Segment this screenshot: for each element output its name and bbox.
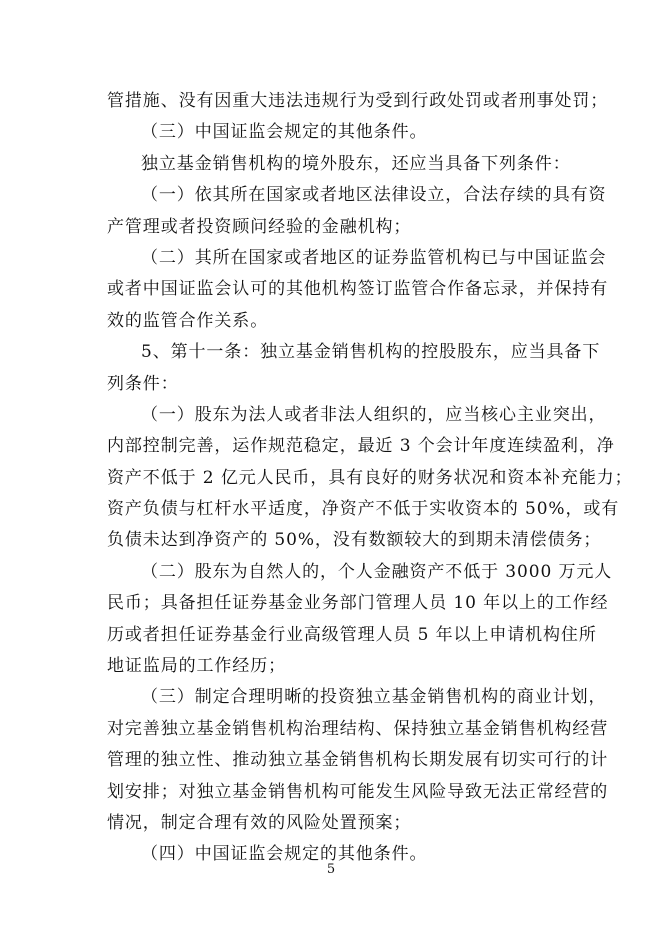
- text-line: 独立基金销售机构的境外股东，还应当具备下列条件：: [141, 153, 571, 174]
- text-line: （四）中国证监会规定的其他条件。: [141, 844, 428, 865]
- text-line: 列条件：: [107, 373, 179, 394]
- body-text: [107, 86, 633, 871]
- text-line: 历或者担任证券基金行业高级管理人员 5 年以上申请机构住所: [107, 624, 597, 645]
- page-number: 5: [326, 862, 336, 877]
- text-line: 划安排；对独立基金销售机构可能发生风险导致无法正常经营的: [107, 781, 609, 802]
- text-line: （三）中国证监会规定的其他条件。: [141, 122, 428, 143]
- text-line: 资产负债与杠杆水平适度，净资产不低于实收资本的 50%，或有: [107, 499, 620, 520]
- text-line: 对完善独立基金销售机构治理结构、保持独立基金销售机构经营: [107, 718, 609, 739]
- text-line: 情况，制定合理有效的风险处置预案；: [107, 812, 412, 833]
- text-line: （一）股东为法人或者非法人组织的，应当核心主业突出，: [141, 404, 607, 425]
- text-line: 产管理或者投资顾问经验的金融机构；: [107, 216, 412, 237]
- text-line: （三）制定合理明晰的投资独立基金销售机构的商业计划，: [141, 687, 607, 708]
- text-line: 民币；具备担任证券基金业务部门管理人员 10 年以上的工作经: [107, 593, 609, 614]
- text-line: 负债未达到净资产的 50%，没有数额较大的到期未清偿债务；: [107, 530, 602, 551]
- text-line: 资产不低于 2 亿元人民币，具有良好的财务状况和资本补充能力；: [107, 467, 633, 488]
- text-line: 管措施、没有因重大违法违规行为受到行政处罚或者刑事处罚；: [107, 91, 609, 111]
- text-line: （二）其所在国家或者地区的证券监管机构已与中国证监会: [141, 247, 607, 268]
- text-line: （二）股东为自然人的，个人金融资产不低于 3000 万元人: [141, 561, 613, 582]
- text-line: 内部控制完善，运作规范稳定，最近 3 个会计年度连续盈利，净: [107, 436, 615, 457]
- text-line: 或者中国证监会认可的其他机构签订监管合作备忘录，并保持有: [107, 279, 609, 300]
- text-line: 地证监局的工作经历；: [107, 656, 286, 677]
- text-line: 效的监管合作关系。: [107, 310, 269, 331]
- text-line: （一）依其所在国家或者地区法律设立，合法存续的具有资: [141, 185, 607, 206]
- text-line: 管理的独立性、推动独立基金销售机构长期发展有切实可行的计: [107, 750, 609, 771]
- text-line: 5、第十一条：独立基金销售机构的控股股东，应当具备下: [141, 342, 601, 363]
